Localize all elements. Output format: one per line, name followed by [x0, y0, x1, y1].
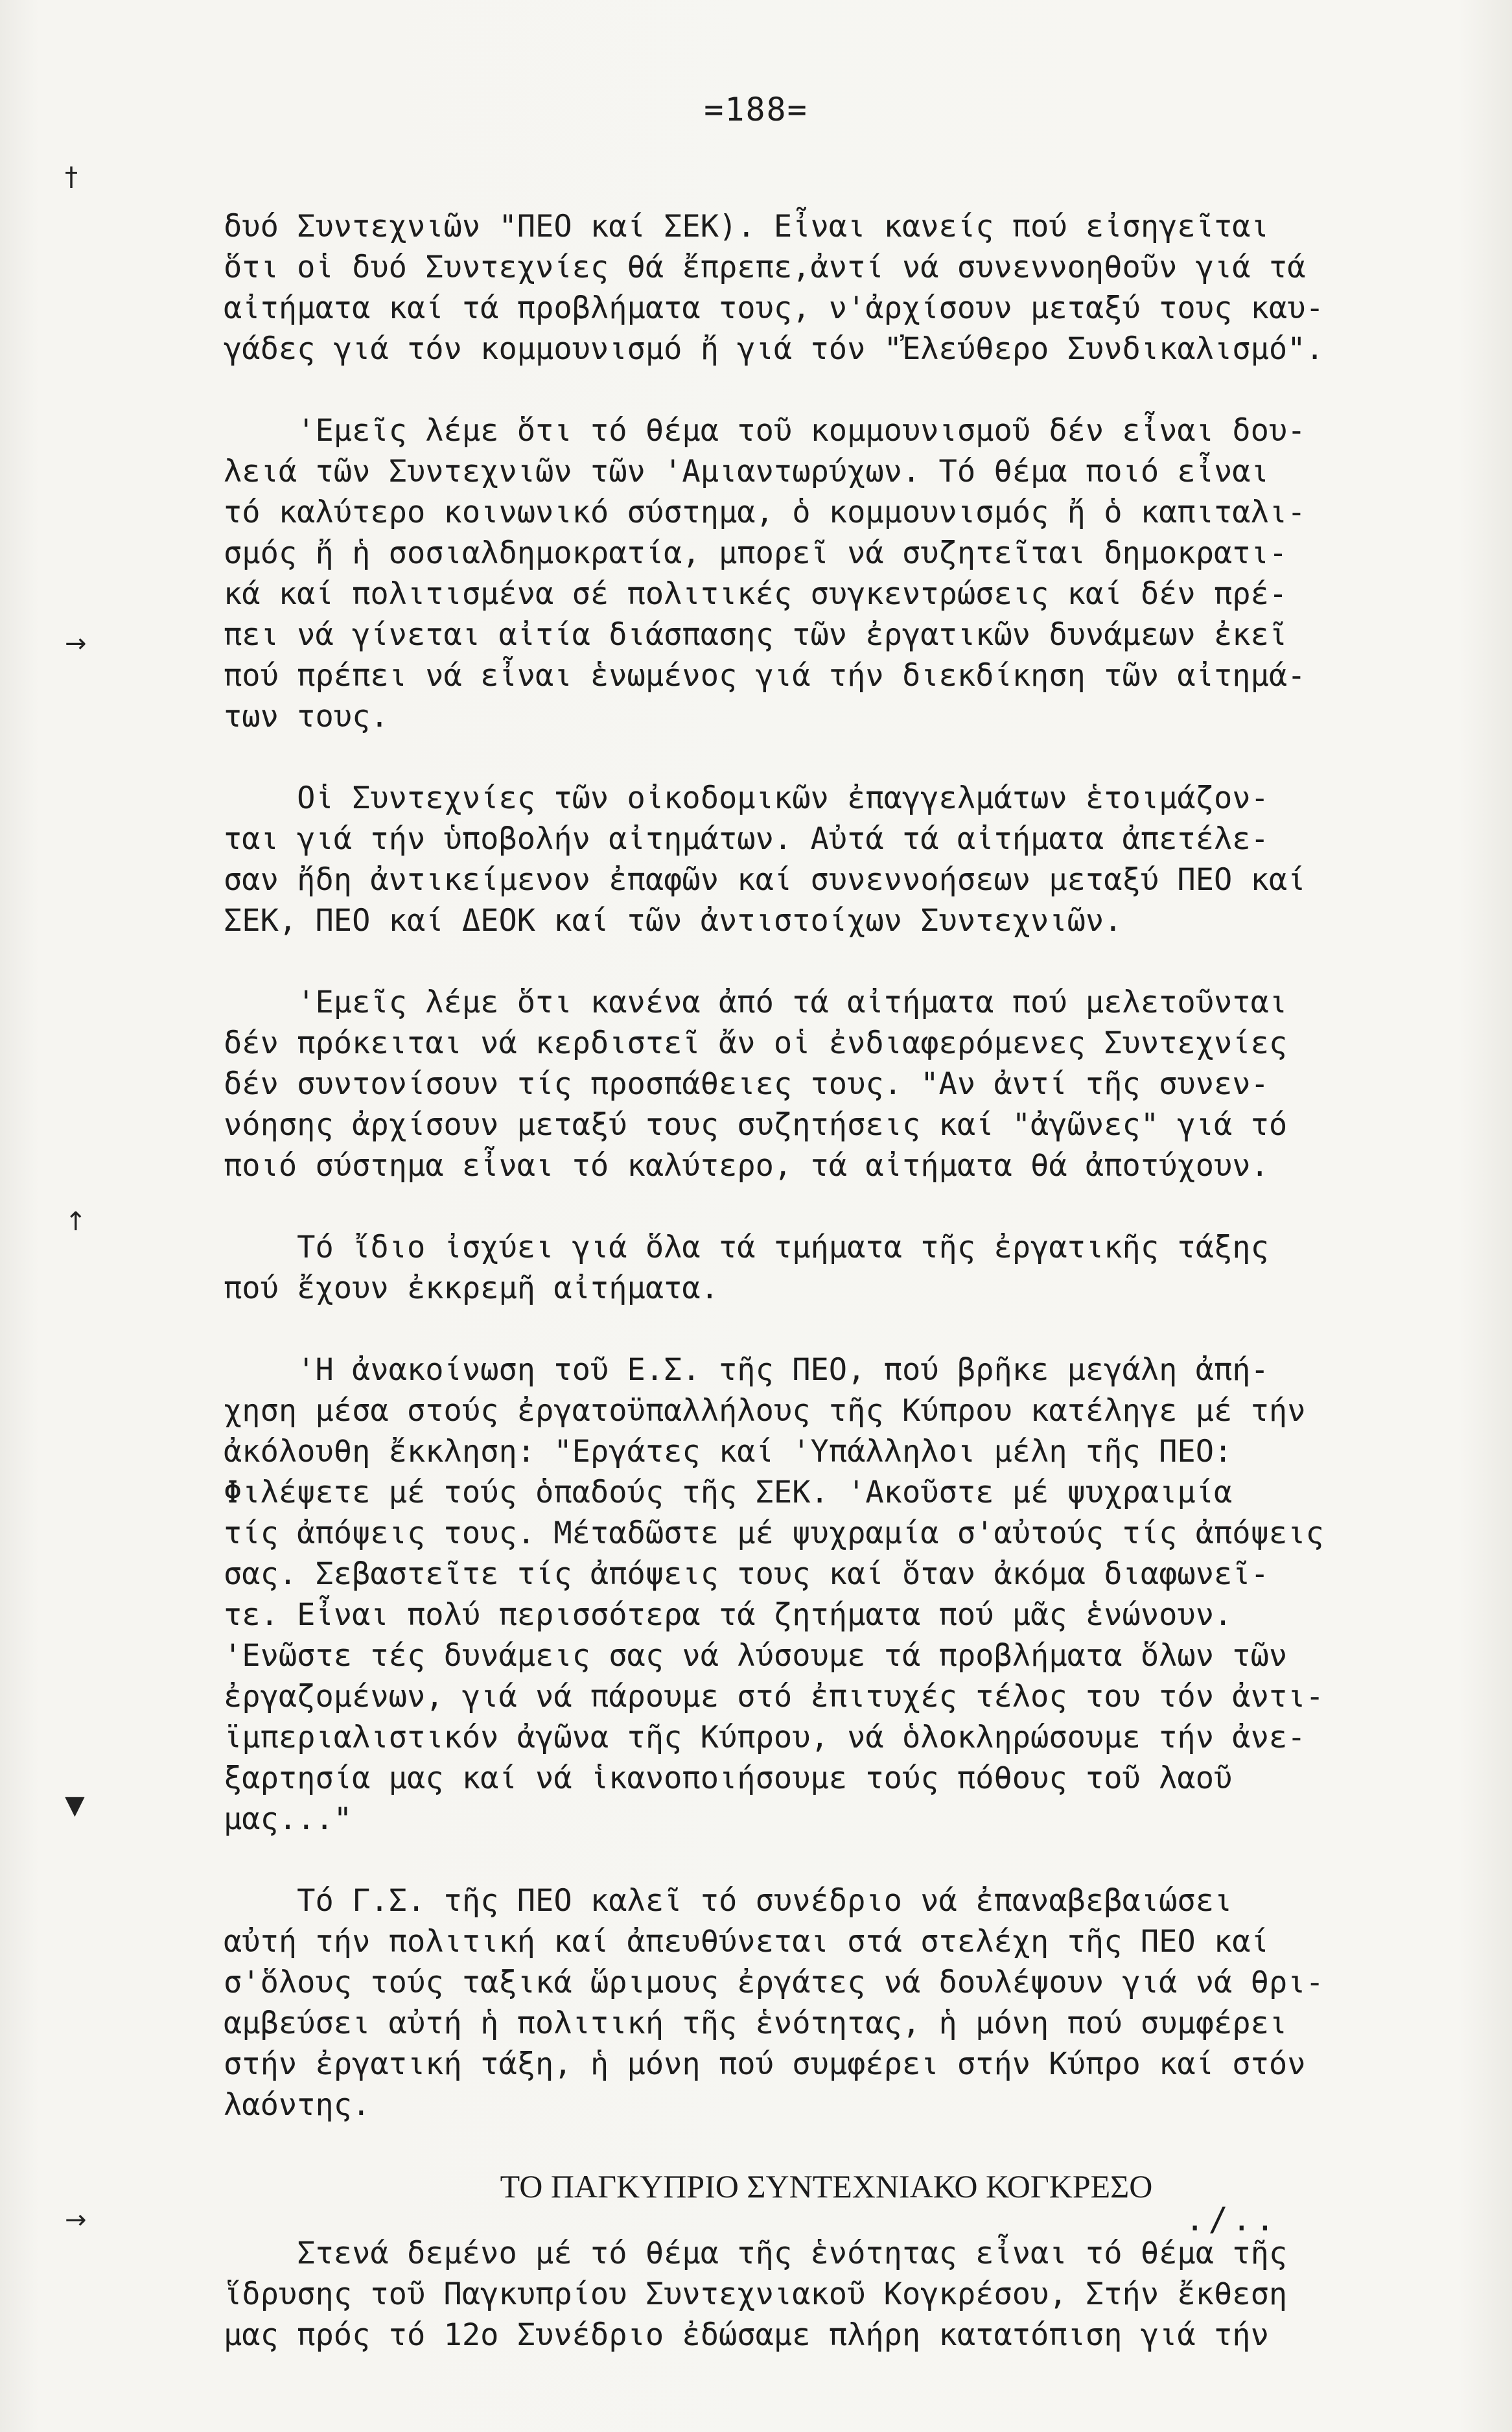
paragraph: 'Εμεῖς λέμε ὅτι τό θέμα τοῦ κομμουνισμοῦ δέν εἶναι δου- λειά τῶν Συντεχνιῶν τῶν 'Αμιαντωρύχων. Τό θέμα ποιό εἶναι τό καλύτερο κοινωνικό σύστημα, ὁ κομμουνισμός ἤ ὁ καπιταλι- σμός ἤ ἡ σοσιαλδημοκρατία, μπορεῖ νά συζητεῖται δημοκρατι- κά καί πολιτισμένα σέ πολιτικές συγκεντρώσεις καί δέν πρέ- πει νά γίνεται αἰτία διάσπασης τῶν ἐργατικῶν δυνάμεων ἐκεῖ πού πρέπει νά εἶναι ἑνωμένος γιά τήν διεκδίκηση τῶν αἰτημά- των τους. [224, 413, 1306, 734]
paragraph: Οἱ Συντεχνίες τῶν οἰκοδομικῶν ἐπαγγελμάτων ἑτοιμάζον- ται γιά τήν ὑποβολήν αἰτημάτων. Αὐτά τά αἰτήματα ἀπετέλε- σαν ἤδη ἀντικείμενον ἐπαφῶν καί συνεννοήσεων μεταξύ ΠΕΟ καί ΣΕΚ, ΠΕΟ καί ΔΕΟΚ καί τῶν ἀντιστοίχων Συντεχνιῶν. [224, 780, 1306, 939]
paragraph: Τό ἴδιο ἰσχύει γιά ὅλα τά τμήματα τῆς ἐργατικῆς τάξης πού ἔχουν ἐκκρεμῆ αἰτήματα. [224, 1230, 1269, 1306]
continuation-mark: ./.. [1185, 2201, 1279, 2238]
paragraph: δυό Συντεχνιῶν "ΠΕΟ καί ΣΕΚ). Εἶναι κανείς πού εἰσηγεῖται ὅτι οἱ δυό Συντεχνίες θά ἔπρεπε,ἀντί νά συνεννοηθοῦν γιά τά αἰτήματα καί τά προβλήματα τους, ν'ἀρχίσουν μεταξύ τους καυ- γάδες γιά τόν κομμουνισμό ἤ γιά τόν "Ἐλεύθερο Συνδικαλισμό". [224, 209, 1324, 367]
page-number: =188= [704, 91, 808, 128]
margin-mark: → [65, 2205, 87, 2235]
margin-mark: → [65, 629, 87, 659]
section-heading: ΤΟ ΠΑΓΚΥΠΡΙΟ ΣΥΝΤΕΧΝΙΑΚΟ ΚΟΓΚΡΕΣΟ [500, 2168, 1153, 2204]
margin-mark: † [65, 162, 78, 192]
margin-mark: ↑ [65, 1207, 87, 1237]
margin-mark: ▼ [65, 1790, 85, 1820]
paragraph: 'Η ἀνακοίνωση τοῦ Ε.Σ. τῆς ΠΕΟ, πού βρῆκε μεγάλη ἀπή- χηση μέσα στούς ἐργατοϋπαλλήλους τῆς Κύπρου κατέληγε μέ τήν ἀκόλουθη ἔκκληση: "Εργάτες καί 'Υπάλληλοι μέλη τῆς ΠΕΟ: Φιλέψετε μέ τούς ὁπαδούς τῆς ΣΕΚ. 'Ακοῦστε μέ ψυχραιμία τίς ἀπόψεις τους. Μέταδῶστε μέ ψυχραμία σ'αὐτούς τίς ἀπόψεις σας. Σεβαστεῖτε τίς ἀπόψεις τους καί ὅταν ἀκόμα διαφωνεῖ- τε. Εἶναι πολύ περισσότερα τά ζητήματα πού μᾶς ἑνώνουν. 'Ενῶστε τές δυνάμεις σας νά λύσουμε τά προβλήματα ὅλων τῶν ἐργαζομένων, γιά νά πάρουμε στό ἐπιτυχές τέλος του τόν ἀντι- ϊμπεριαλιστικόν ἀγῶνα τῆς Κύπρου, νά ὁλοκληρώσουμε τήν ἀνε- ξαρτησία μας καί νά ἱκανοποιήσουμε τούς πόθους τοῦ λαοῦ μας..." [224, 1352, 1324, 1837]
paragraph: Στενά δεμένο μέ τό θέμα τῆς ἑνότητας εἶναι τό θέμα τῆς ἵδρυσης τοῦ Παγκυπρίου Συντεχνιακοῦ Κογκρέσου, Στήν ἔκθεση μας πρός τό 12ο Συνέδριο ἐδώσαμε πλήρη κατατόπιση γιά τήν [224, 2236, 1288, 2353]
paragraph: Τό Γ.Σ. τῆς ΠΕΟ καλεῖ τό συνέδριο νά ἐπαναβεβαιώσει αὐτή τήν πολιτική καί ἀπευθύνεται στά στελέχη τῆς ΠΕΟ καί σ'ὅλους τούς ταξικά ὥριμους ἐργάτες νά δουλέψουν γιά νά θρι- αμβεύσει αὐτή ἡ πολιτική τῆς ἑνότητας, ἡ μόνη πού συμφέρει στήν ἐργατική τάξη, ἡ μόνη πού συμφέρει στήν Κύπρο καί στόν λαόντης. [224, 1883, 1324, 2123]
paragraph: 'Εμεῖς λέμε ὅτι κανένα ἀπό τά αἰτήματα πού μελετοῦνται δέν πρόκειται νά κερδιστεῖ ἄν οἱ ἐνδιαφερόμενες Συντεχνίες δέν συντονίσουν τίς προσπάθειες τους. "Αν ἀντί τῆς συνεν- νόησης ἀρχίσουν μεταξύ τους συζητήσεις καί "ἀγῶνες" γιά τό ποιό σύστημα εἶναι τό καλύτερο, τά αἰτήματα θά ἀποτύχουν. [224, 985, 1288, 1184]
document-body [224, 165, 1429, 2356]
